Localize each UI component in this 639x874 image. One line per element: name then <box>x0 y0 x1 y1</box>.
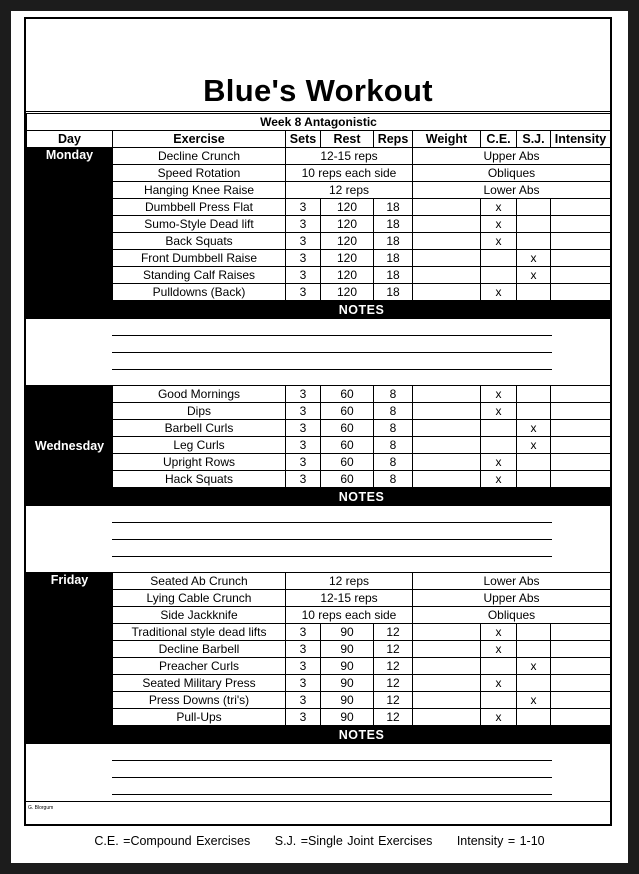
ce-mark: x <box>481 216 517 233</box>
intensity-cell <box>551 658 611 675</box>
sets-cell: 3 <box>286 420 321 437</box>
exercise-name: Sumo-Style Dead lift <box>113 216 286 233</box>
header-rest: Rest <box>321 131 374 148</box>
ce-mark <box>481 267 517 284</box>
monday-notes-area <box>27 319 611 386</box>
reps-cell: 12 <box>374 692 413 709</box>
reps-cell: 12 <box>374 658 413 675</box>
intensity-cell <box>551 675 611 692</box>
sj-mark: x <box>517 437 551 454</box>
weight-cell <box>413 420 481 437</box>
exercise-name: Good Mornings <box>113 386 286 403</box>
friday-exercise-row <box>27 573 611 590</box>
reps-cell: 8 <box>374 437 413 454</box>
reps-cell: 12 <box>374 709 413 726</box>
sets-cell: 3 <box>286 709 321 726</box>
week-row <box>27 114 611 131</box>
intensity-cell <box>551 437 611 454</box>
weight-cell <box>413 233 481 250</box>
ce-mark: x <box>481 624 517 641</box>
rest-cell: 120 <box>321 233 374 250</box>
title-divider <box>26 111 610 112</box>
sj-mark <box>517 624 551 641</box>
legend-intensity: Intensity = 1-10 <box>456 834 545 848</box>
notes-lines <box>27 319 611 386</box>
exercise-name: Hack Squats <box>113 471 286 488</box>
intensity-cell <box>551 250 611 267</box>
rep-scheme: 10 reps each side <box>286 607 413 624</box>
monday-exercise-row <box>27 216 611 233</box>
weight-cell <box>413 199 481 216</box>
sets-cell: 3 <box>286 641 321 658</box>
intensity-cell <box>551 233 611 250</box>
friday-exercise-row <box>27 590 611 607</box>
exercise-name: Front Dumbbell Raise <box>113 250 286 267</box>
monday-exercise-row <box>27 267 611 284</box>
notes-writing-area <box>27 506 611 572</box>
ce-mark: x <box>481 454 517 471</box>
ce-mark: x <box>481 471 517 488</box>
reps-cell: 18 <box>374 199 413 216</box>
intensity-cell <box>551 403 611 420</box>
reps-cell: 18 <box>374 250 413 267</box>
exercise-name: Leg Curls <box>113 437 286 454</box>
header-weight: Weight <box>413 131 481 148</box>
sj-mark <box>517 454 551 471</box>
exercise-name: Upright Rows <box>113 454 286 471</box>
day-label: Friday <box>50 573 89 587</box>
note-line <box>112 369 552 370</box>
sets-cell: 3 <box>286 437 321 454</box>
note-line <box>112 794 552 795</box>
monday-exercise-row <box>27 284 611 301</box>
rest-cell: 60 <box>321 437 374 454</box>
header-sj: S.J. <box>517 131 551 148</box>
target-muscle: Lower Abs <box>413 182 611 199</box>
monday-exercise-row <box>27 148 611 165</box>
target-muscle: Obliques <box>413 165 611 182</box>
ce-mark: x <box>481 386 517 403</box>
intensity-cell <box>551 216 611 233</box>
workout-table <box>26 113 611 810</box>
exercise-name: Decline Crunch <box>113 148 286 165</box>
reps-cell: 8 <box>374 403 413 420</box>
rest-cell: 90 <box>321 658 374 675</box>
target-muscle: Obliques <box>413 607 611 624</box>
reps-cell: 18 <box>374 284 413 301</box>
sets-cell: 3 <box>286 284 321 301</box>
reps-cell: 18 <box>374 233 413 250</box>
note-line <box>112 335 552 336</box>
sets-cell: 3 <box>286 199 321 216</box>
sj-mark <box>517 403 551 420</box>
notes-heading: NOTES <box>113 301 611 319</box>
ce-mark: x <box>481 199 517 216</box>
rest-cell: 90 <box>321 675 374 692</box>
sets-cell: 3 <box>286 624 321 641</box>
monday-exercise-row <box>27 250 611 267</box>
monday-day-cell <box>27 148 113 319</box>
weight-cell <box>413 437 481 454</box>
intensity-cell <box>551 199 611 216</box>
note-line <box>112 522 552 523</box>
week-label: Week 8 Antagonistic <box>27 114 611 131</box>
sets-cell: 3 <box>286 216 321 233</box>
ce-mark <box>481 420 517 437</box>
wednesday-exercise-row <box>27 471 611 488</box>
rest-cell: 120 <box>321 216 374 233</box>
exercise-name: Dips <box>113 403 286 420</box>
rep-scheme: 12-15 reps <box>286 148 413 165</box>
exercise-name: Lying Cable Crunch <box>113 590 286 607</box>
ce-mark <box>481 250 517 267</box>
header-row <box>27 131 611 148</box>
worksheet-frame <box>24 17 612 826</box>
intensity-cell <box>551 386 611 403</box>
ce-mark: x <box>481 709 517 726</box>
exercise-name: Seated Ab Crunch <box>113 573 286 590</box>
note-line <box>112 760 552 761</box>
note-line <box>112 352 552 353</box>
target-muscle: Upper Abs <box>413 148 611 165</box>
reps-cell: 18 <box>374 267 413 284</box>
ce-mark: x <box>481 403 517 420</box>
friday-exercise-row <box>27 692 611 709</box>
sets-cell: 3 <box>286 386 321 403</box>
intensity-cell <box>551 471 611 488</box>
wednesday-notes-area <box>27 506 611 573</box>
note-line <box>112 556 552 557</box>
weight-cell <box>413 675 481 692</box>
weight-cell <box>413 692 481 709</box>
intensity-cell <box>551 624 611 641</box>
reps-cell: 8 <box>374 471 413 488</box>
sj-mark <box>517 199 551 216</box>
header-intensity: Intensity <box>551 131 611 148</box>
reps-cell: 12 <box>374 675 413 692</box>
wednesday-day-cell <box>27 386 113 506</box>
sj-mark <box>517 386 551 403</box>
exercise-name: Side Jackknife <box>113 607 286 624</box>
weight-cell <box>413 658 481 675</box>
friday-exercise-row <box>27 675 611 692</box>
ce-mark <box>481 658 517 675</box>
exercise-name: Standing Calf Raises <box>113 267 286 284</box>
rest-cell: 120 <box>321 250 374 267</box>
sets-cell: 3 <box>286 471 321 488</box>
day-label: Wednesday <box>34 438 105 453</box>
intensity-cell <box>551 454 611 471</box>
target-muscle: Lower Abs <box>413 573 611 590</box>
legend-sj: S.J. =Single Joint Exercises <box>274 834 433 848</box>
sets-cell: 3 <box>286 267 321 284</box>
ce-mark <box>481 437 517 454</box>
note-line <box>112 777 552 778</box>
ce-mark <box>481 692 517 709</box>
friday-exercise-row <box>27 658 611 675</box>
rest-cell: 90 <box>321 709 374 726</box>
sets-cell: 3 <box>286 692 321 709</box>
reps-cell: 8 <box>374 386 413 403</box>
weight-cell <box>413 284 481 301</box>
exercise-name: Press Downs (tri's) <box>113 692 286 709</box>
worksheet-paper <box>11 11 628 863</box>
friday-exercise-row <box>27 709 611 726</box>
weight-cell <box>413 454 481 471</box>
exercise-name: Back Squats <box>113 233 286 250</box>
rest-cell: 60 <box>321 420 374 437</box>
ce-mark: x <box>481 233 517 250</box>
ce-mark: x <box>481 675 517 692</box>
sj-mark: x <box>517 250 551 267</box>
notes-heading: NOTES <box>113 488 611 506</box>
rep-scheme: 12-15 reps <box>286 590 413 607</box>
wednesday-exercise-row <box>27 437 611 454</box>
legend-footer <box>11 834 628 848</box>
legend-ce: C.E. =Compound Exercises <box>94 834 251 848</box>
monday-exercise-row <box>27 233 611 250</box>
notes-heading: NOTES <box>113 726 611 744</box>
sets-cell: 3 <box>286 403 321 420</box>
weight-cell <box>413 641 481 658</box>
friday-day-cell <box>27 573 113 744</box>
sets-cell: 3 <box>286 454 321 471</box>
sets-cell: 3 <box>286 233 321 250</box>
reps-cell: 8 <box>374 420 413 437</box>
monday-exercise-row <box>27 165 611 182</box>
rest-cell: 60 <box>321 403 374 420</box>
rest-cell: 60 <box>321 454 374 471</box>
notes-writing-area <box>27 319 611 385</box>
sj-mark <box>517 216 551 233</box>
exercise-name: Seated Military Press <box>113 675 286 692</box>
sj-mark: x <box>517 658 551 675</box>
target-muscle: Upper Abs <box>413 590 611 607</box>
rest-cell: 120 <box>321 267 374 284</box>
friday-exercise-row <box>27 624 611 641</box>
monday-exercise-row <box>27 199 611 216</box>
intensity-cell <box>551 692 611 709</box>
sj-mark <box>517 641 551 658</box>
wednesday-notes-row <box>27 488 611 506</box>
sets-cell: 3 <box>286 675 321 692</box>
day-label: Monday <box>45 148 94 162</box>
notes-lines <box>27 506 611 573</box>
rep-scheme: 12 reps <box>286 573 413 590</box>
rest-cell: 90 <box>321 641 374 658</box>
rest-cell: 120 <box>321 199 374 216</box>
exercise-name: Dumbbell Press Flat <box>113 199 286 216</box>
sj-mark: x <box>517 420 551 437</box>
ce-mark: x <box>481 284 517 301</box>
intensity-cell <box>551 267 611 284</box>
sj-mark <box>517 233 551 250</box>
sj-mark <box>517 471 551 488</box>
ce-mark: x <box>481 641 517 658</box>
exercise-name: Decline Barbell <box>113 641 286 658</box>
sj-mark: x <box>517 692 551 709</box>
weight-cell <box>413 709 481 726</box>
note-line <box>112 539 552 540</box>
wednesday-exercise-row <box>27 403 611 420</box>
rest-cell: 90 <box>321 692 374 709</box>
sj-mark <box>517 675 551 692</box>
sj-mark <box>517 284 551 301</box>
sets-cell: 3 <box>286 658 321 675</box>
rep-scheme: 12 reps <box>286 182 413 199</box>
monday-notes-row <box>27 301 611 319</box>
intensity-cell <box>551 284 611 301</box>
intensity-cell <box>551 420 611 437</box>
intensity-cell <box>551 709 611 726</box>
friday-exercise-row <box>27 641 611 658</box>
weight-cell <box>413 386 481 403</box>
rest-cell: 120 <box>321 284 374 301</box>
monday-exercise-row <box>27 182 611 199</box>
exercise-name: Pulldowns (Back) <box>113 284 286 301</box>
weight-cell <box>413 267 481 284</box>
rest-cell: 60 <box>321 471 374 488</box>
reps-cell: 8 <box>374 454 413 471</box>
exercise-name: Barbell Curls <box>113 420 286 437</box>
friday-notes-row <box>27 726 611 744</box>
exercise-name: Preacher Curls <box>113 658 286 675</box>
reps-cell: 18 <box>374 216 413 233</box>
wednesday-exercise-row <box>27 386 611 403</box>
friday-exercise-row <box>27 607 611 624</box>
sj-mark: x <box>517 267 551 284</box>
weight-cell <box>413 216 481 233</box>
intensity-cell <box>551 641 611 658</box>
rest-cell: 60 <box>321 386 374 403</box>
rest-cell: 90 <box>321 624 374 641</box>
sets-cell: 3 <box>286 250 321 267</box>
header-sets: Sets <box>286 131 321 148</box>
reps-cell: 12 <box>374 641 413 658</box>
header-day: Day <box>27 131 113 148</box>
rep-scheme: 10 reps each side <box>286 165 413 182</box>
weight-cell <box>413 624 481 641</box>
exercise-name: Pull-Ups <box>113 709 286 726</box>
weight-cell <box>413 250 481 267</box>
exercise-name: Speed Rotation <box>113 165 286 182</box>
weight-cell <box>413 471 481 488</box>
header-ce: C.E. <box>481 131 517 148</box>
reps-cell: 12 <box>374 624 413 641</box>
exercise-name: Traditional style dead lifts <box>113 624 286 641</box>
header-reps: Reps <box>374 131 413 148</box>
signature: G. Blorgum <box>26 801 610 814</box>
weight-cell <box>413 403 481 420</box>
page-title: Blue's Workout <box>203 73 433 108</box>
header-exercise: Exercise <box>113 131 286 148</box>
wednesday-exercise-row <box>27 420 611 437</box>
exercise-name: Hanging Knee Raise <box>113 182 286 199</box>
wednesday-exercise-row <box>27 454 611 471</box>
sj-mark <box>517 709 551 726</box>
